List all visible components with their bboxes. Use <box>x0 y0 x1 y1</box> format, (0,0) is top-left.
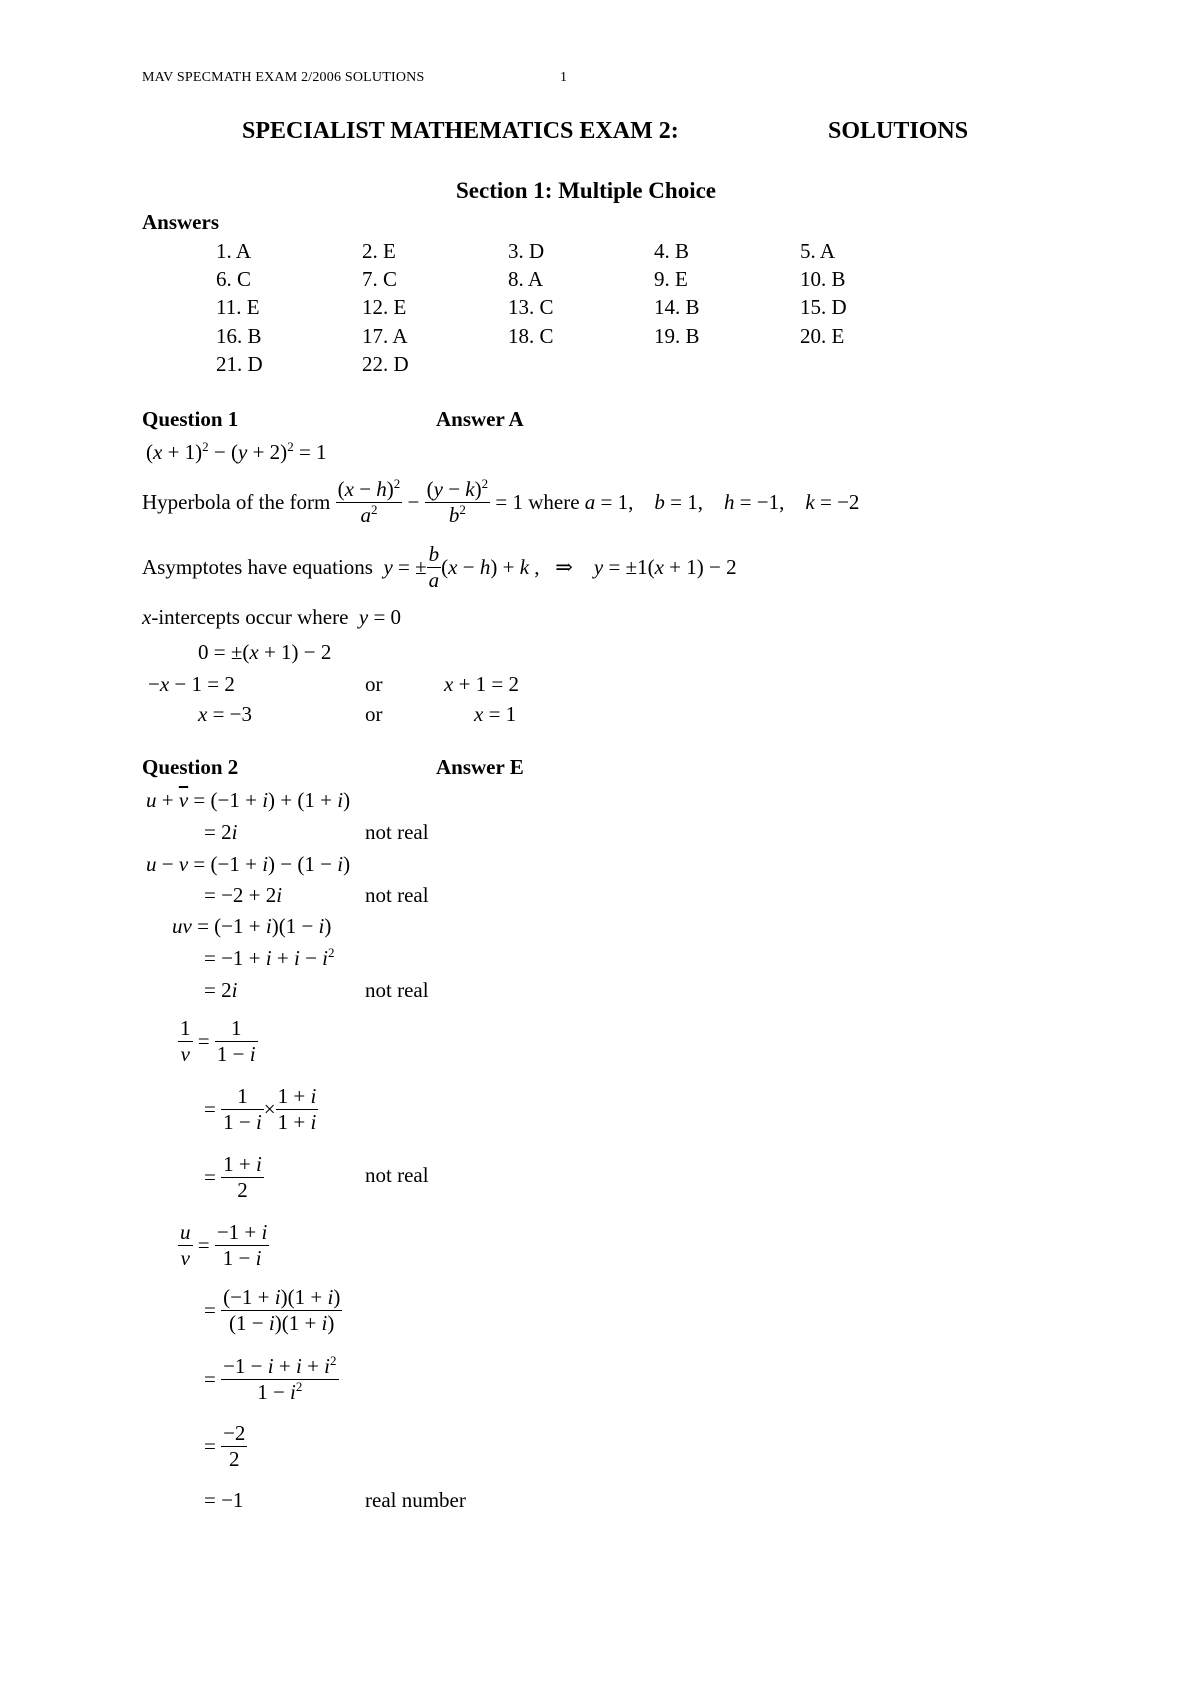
q2-real-number: real number <box>365 1488 466 1512</box>
q1-step-2b: x + 1 = 2 <box>444 672 520 696</box>
q2-line-11: $\frac{u}{v}$ = $\frac{-1 + i}{1 - i}$ <box>180 1219 268 1270</box>
q1-fraction-y: $\frac{(y - k)^2}{b^2}$ <box>426 475 489 527</box>
q2-line-6: = $-1 + i + i - i^2$ <box>204 945 335 970</box>
answer-item: 6. C <box>216 267 252 291</box>
q1-step-3b: x = 1 <box>474 702 517 726</box>
answer-item: 10. B <box>800 267 846 291</box>
q2-line-5: uv = (−1 + i)(1 − i) <box>172 914 332 938</box>
q2-line-15: = −1 <box>204 1488 244 1512</box>
answer-item: 20. E <box>800 324 845 348</box>
page-header <box>142 70 424 86</box>
answer-item: 16. B <box>216 324 262 348</box>
q2-not-real-1: not real <box>365 820 429 844</box>
answer-item: 21. D <box>216 352 263 376</box>
q2-line-14: = $\frac{-2}{2}$ <box>204 1420 246 1471</box>
answer-item: 18. C <box>508 324 554 348</box>
q1-intercept-line: x-intercepts occur where y = 0 <box>142 605 402 629</box>
q2-line-13: = $\frac{-1 - i + i + i^2}{1 - i^2}$ <box>204 1352 337 1404</box>
answer-item: 11. E <box>216 295 260 319</box>
q1-hyperbola-line: Hyperbola of the form $\frac{(x - h)^2}{a^2}$ − $\frac{(y - k)^2}{b^2}$ = 1 where a = 1, b = 1, h = −1, k = −2 <box>142 475 860 527</box>
q1-equation: $(x + 1)^2 - (y + 2)^2 = 1$ <box>146 439 327 464</box>
q2-line-2: = 2i <box>204 820 238 844</box>
question-2-answer: Answer E <box>436 755 524 779</box>
exam-title: SPECIALIST MATHEMATICS EXAM 2: <box>242 118 679 144</box>
answer-item: 7. C <box>362 267 398 291</box>
page-number: 1 <box>560 70 568 85</box>
q1-or-1: or <box>365 672 383 696</box>
exam-title-solutions: SOLUTIONS <box>828 118 969 144</box>
q2-not-real-4: not real <box>365 1163 429 1187</box>
q1-where-text: where <box>528 489 580 514</box>
question-1-answer: Answer A <box>436 407 524 431</box>
answer-item: 5. A <box>800 239 836 263</box>
answers-label: Answers <box>142 210 219 234</box>
answer-item: 13. C <box>508 295 554 319</box>
q1-step-3a: x = −3 <box>198 702 253 726</box>
answer-item: 3. D <box>508 239 545 263</box>
q1-step-2a: −x − 1 = 2 <box>148 672 235 696</box>
answer-item: 17. A <box>362 324 408 348</box>
q1-fraction-ba: $\frac{b}{a}$ <box>428 541 440 592</box>
answer-item: 14. B <box>654 295 700 319</box>
q1-intercept-text: -intercepts occur where <box>151 605 349 629</box>
q2-line-12: = $\frac{(-1 + i)(1 + i)}{(1 - i)(1 + i)}$ <box>204 1284 341 1335</box>
q2-line-8: $\frac{1}{v}$ = $\frac{1}{1 - i}$ <box>180 1015 256 1066</box>
answer-item: 1. A <box>216 239 252 263</box>
header-title: MAV SPECMATH EXAM 2/2006 SOLUTIONS <box>142 70 425 85</box>
question-2-label: Question 2 <box>142 755 239 779</box>
q2-line-4: = −2 + 2i <box>204 883 283 907</box>
q1-fraction-x: $\frac{(x - h)^2}{a^2}$ <box>337 475 401 527</box>
q1-hyperbola-text: Hyperbola of the form <box>142 489 331 514</box>
answer-item: 2. E <box>362 239 396 263</box>
answer-item: 12. E <box>362 295 407 319</box>
q2-line-7: = 2i <box>204 978 238 1002</box>
section-title: Section 1: Multiple Choice <box>456 178 716 203</box>
answer-item: 15. D <box>800 295 847 319</box>
answer-item: 19. B <box>654 324 700 348</box>
q1-asymptote-line: Asymptotes have equations y = ± $\frac{b}{a}$ (x − h) + k , ⇒ y = ±1(x + 1) − 2 <box>142 541 737 592</box>
q2-line-1: $u + \overline{v} = (-1 + i) + (1 + i)$ <box>146 788 351 812</box>
answer-item: 4. B <box>654 239 690 263</box>
q2-line-10: = $\frac{1 + i}{2}$ <box>204 1151 262 1202</box>
answer-item: 22. D <box>362 352 409 376</box>
answer-item: 8. A <box>508 267 544 291</box>
q2-not-real-2: not real <box>365 883 429 907</box>
q2-not-real-3: not real <box>365 978 429 1002</box>
q1-or-2: or <box>365 702 383 726</box>
answer-item: 9. E <box>654 267 688 291</box>
question-1-label: Question 1 <box>142 407 239 431</box>
q1-step-1: 0 = ±(x + 1) − 2 <box>198 640 332 664</box>
q2-line-9: = $\frac{1}{1 - i}$ × $\frac{1 + i}{1 + i}$ <box>204 1083 317 1134</box>
q2-line-3: u − v = (−1 + i) − (1 − i) <box>146 852 351 876</box>
q1-asymptote-text: Asymptotes have equations <box>142 554 373 579</box>
